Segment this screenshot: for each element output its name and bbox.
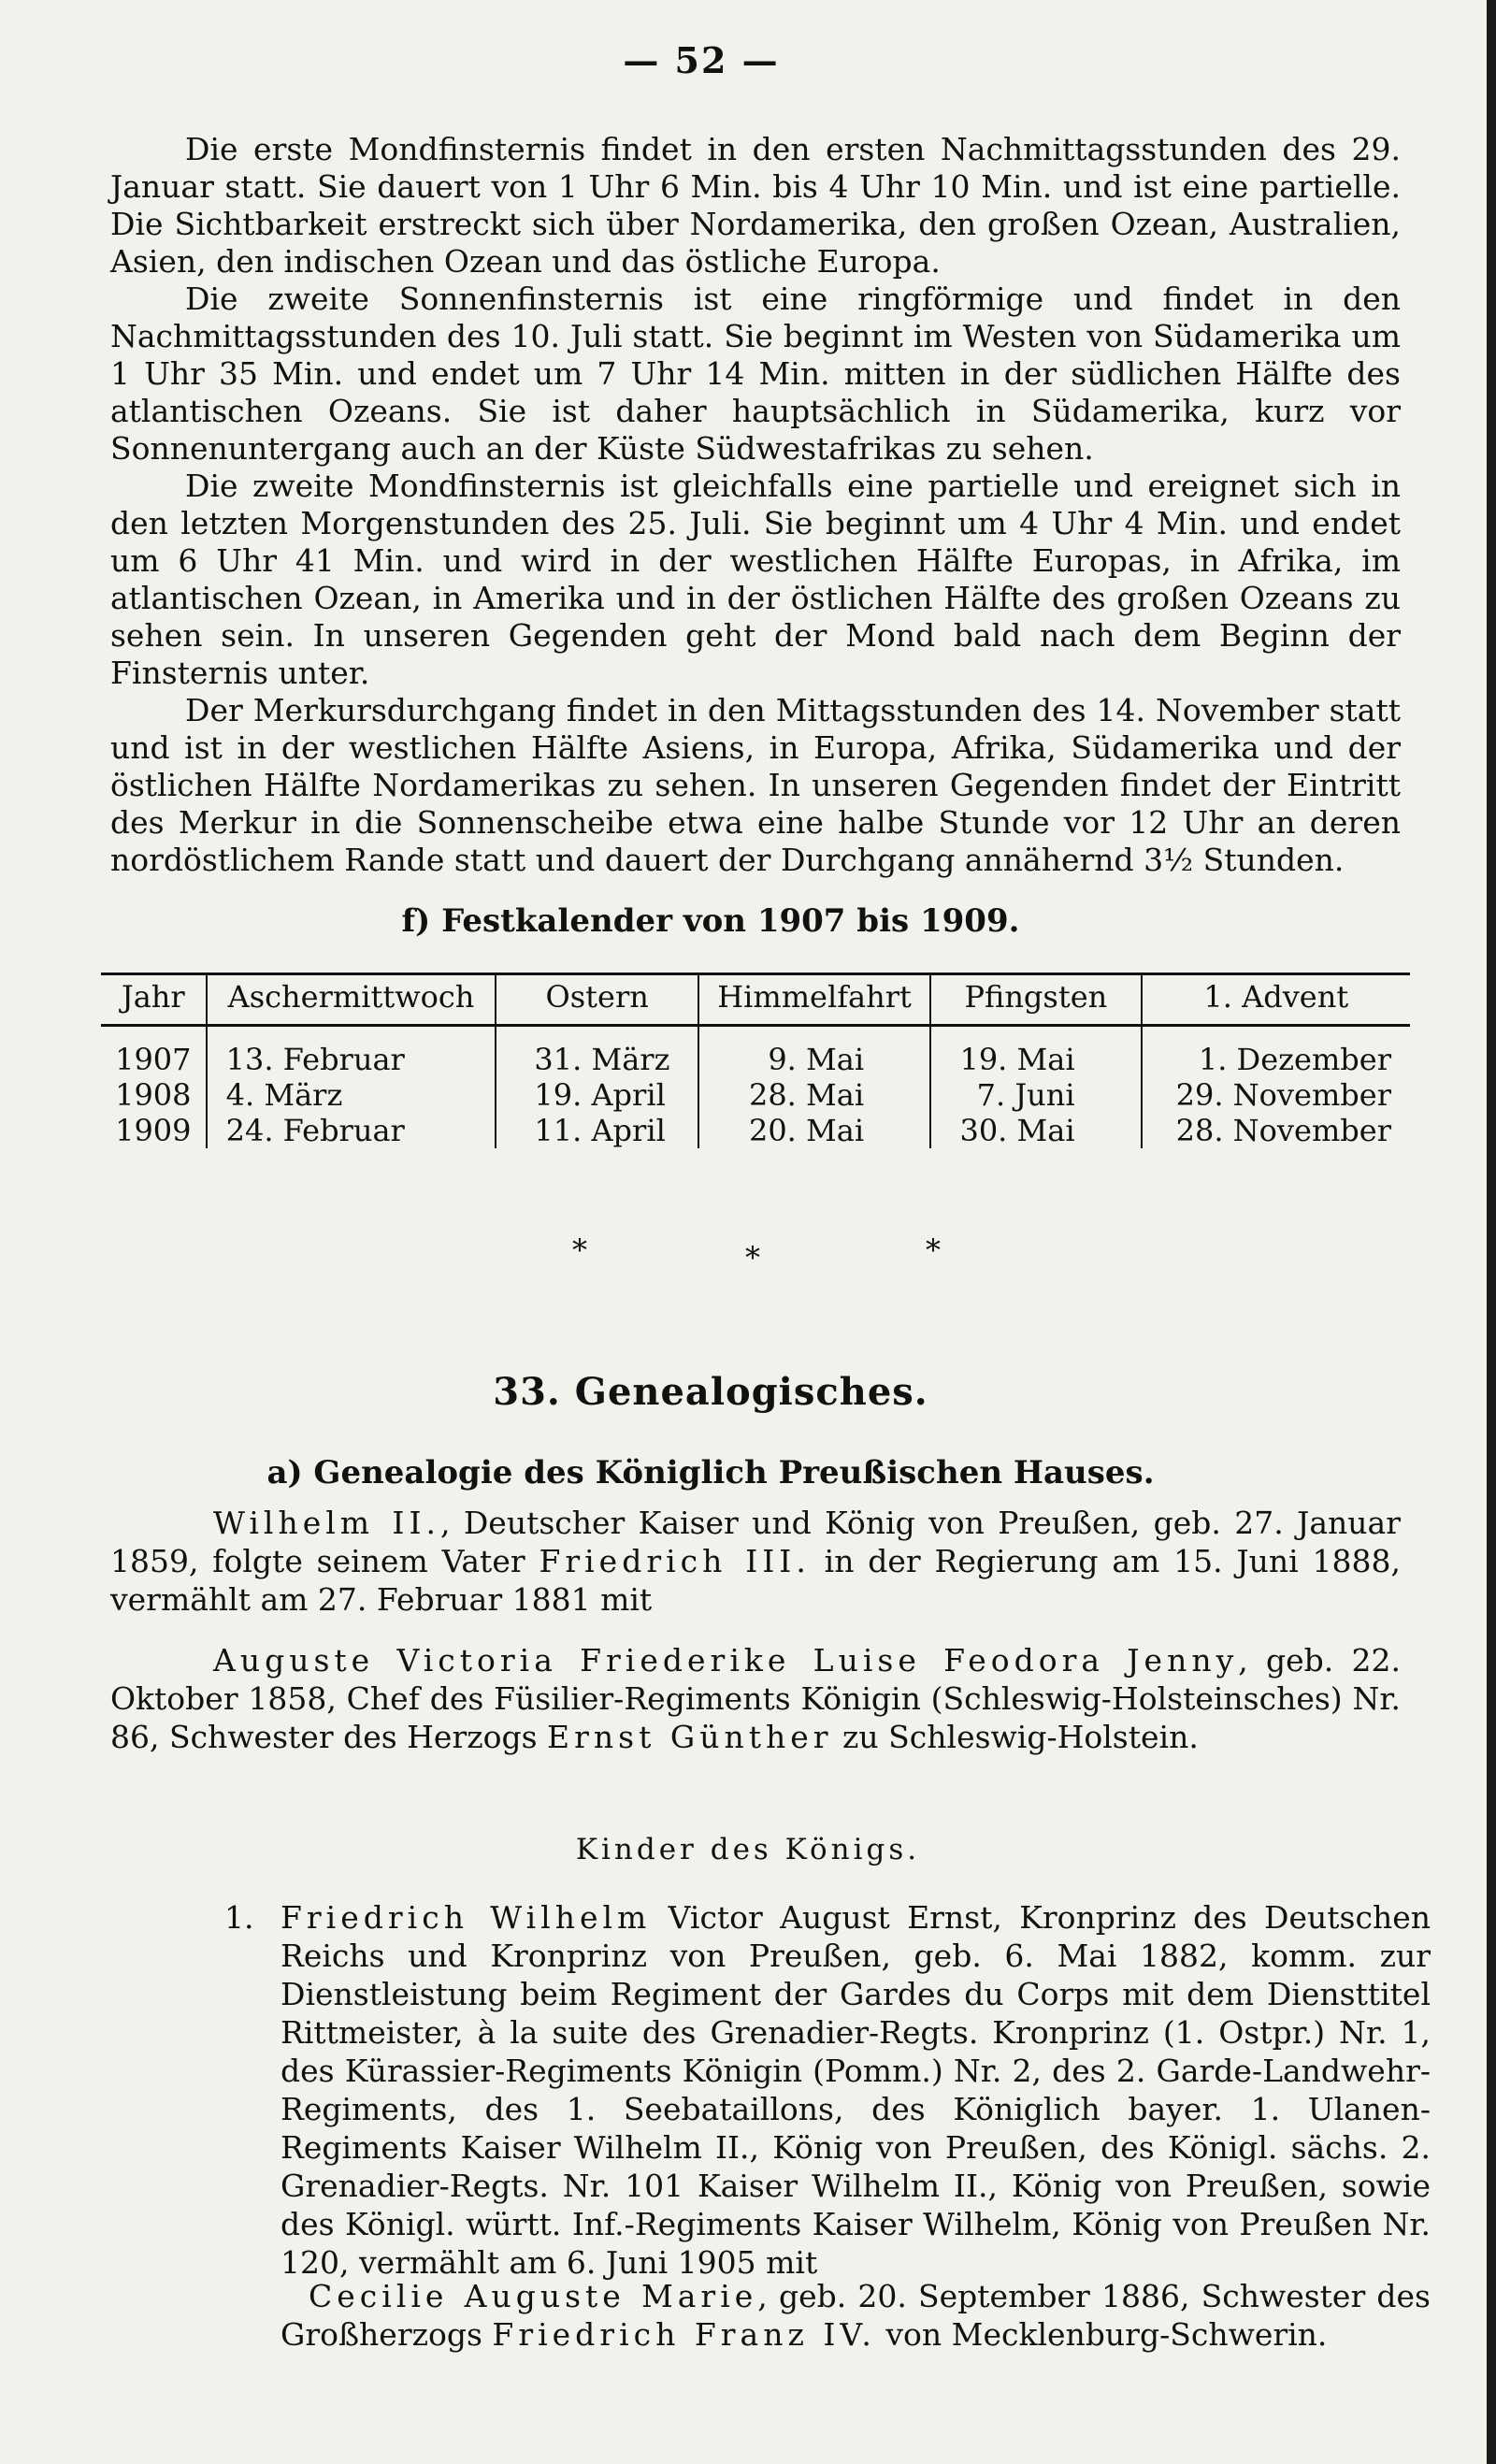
column-header: 1. Advent (1142, 974, 1410, 1026)
table-cell: 1909 (115, 1113, 192, 1148)
table-cell: 11. April (496, 1113, 698, 1148)
kaiser-name: Wilhelm II. (213, 1505, 440, 1541)
chapter-title: 33. Genealogisches. (493, 1370, 928, 1414)
child-number: 1. (224, 1899, 254, 1936)
child-entry: Friedrich Wilhelm Victor August Ernst, Kronprinz des Deutschen Reichs und Kronprinz von Preußen, geb. 6. Mai 1882, komm. zur Dienstleistung beim Regiment der Gardes du Corps mit dem Diensttitel Rittmeister, à la suite des Grenadier-Regts. Kronprinz (1. Ostpr.) Nr. 1, des Kürassier-Regiments Königin (Pomm.) Nr. 2, des 2. Garde-Landwehr-Regiments, des 1. Seebataillons, des Königlich bayer. 1. Ulanen-Regiments Kaiser Wilhelm II., König von Preußen, des Königl. sächs. 2. Grenadier-Regts. Nr. 101 Kaiser Wilhelm II., König von Preußen, sowie des Königl. württ. Inf.-Regiments Kaiser Wilhelm, König von Preußen Nr. 120, vermählt am 6. Juni 1905 mit (280, 1899, 1431, 2281)
page-number: — 52 — (623, 39, 780, 81)
table-cell: 28. November (1142, 1113, 1410, 1148)
table-row (101, 1077, 1410, 1113)
column-header: Jahr (101, 974, 207, 1026)
empress-name: Auguste Victoria Friederike Luise Feodora Jenny (213, 1642, 1239, 1679)
festkalender-table (101, 973, 1410, 1148)
column-header: Himmelfahrt (698, 974, 930, 1026)
table-header-row (101, 974, 1410, 1026)
column-header: Ostern (496, 974, 698, 1026)
table-cell: 19. Mai (930, 1026, 1142, 1078)
table-cell: 4. März (207, 1077, 496, 1113)
table-cell: 19. April (496, 1077, 698, 1113)
genealogy-title: a) Genealogie des Königlich Preußischen Hauses. (266, 1454, 1155, 1491)
paragraph-first-lunar-eclipse: Die erste Mondfinsternis findet in den ersten Nachmittagsstunden des 29. Januar statt. Sie dauert von 1 Uhr 6 Min. bis 4 Uhr 10 Min. und ist eine partielle. Die Sichtbarkeit erstreckt sich über Nordamerika, den großen Ozean, Australien, Asien, den indischen Ozean und das östliche Europa. (110, 131, 1401, 280)
table-cell: 1907 (115, 1042, 192, 1077)
child-spouse-entry: Cecilie Auguste Marie, geb. 20. September 1886, Schwester des Großherzogs Friedrich Franz IV. von Mecklenburg-Schwerin. (280, 2278, 1431, 2353)
child-name: Friedrich Wilhelm (280, 1899, 652, 1936)
table-cell: 24. Februar (207, 1113, 496, 1148)
table-cell: 7. Juni (930, 1077, 1142, 1113)
table-cell: 1. Dezember (1142, 1026, 1410, 1078)
column-header: Aschermittwoch (207, 974, 496, 1026)
asterisk: * (745, 1240, 760, 1275)
asterisk: * (572, 1232, 587, 1268)
spouse-brother-name: Friedrich Franz IV. (492, 2316, 876, 2353)
empress-entry: Auguste Victoria Friederike Luise Feodora Jenny, geb. 22. Oktober 1858, Chef des Füsilier-Regiments Königin (Schleswig-Holsteinsches) Nr. 86, Schwester des Herzogs Ernst Günther zu Schleswig-Holstein. (110, 1642, 1402, 1755)
table-row (101, 1113, 1410, 1148)
children-heading: Kinder des Königs. (575, 1833, 921, 1866)
eclipse-section (110, 131, 1401, 879)
section-separator (0, 1232, 1496, 1275)
table-cell: 28. Mai (698, 1077, 930, 1113)
table-cell: 13. Februar (207, 1026, 496, 1078)
kaiser-entry: Wilhelm II., Deutscher Kaiser und König von Preußen, geb. 27. Januar 1859, folgte seinem Vater Friedrich III. in der Regierung am 15. Juni 1888, vermählt am 27. Februar 1881 mit (110, 1505, 1402, 1618)
table-cell: 1908 (115, 1077, 192, 1113)
asterisk: * (926, 1232, 941, 1268)
table-cell: 20. Mai (698, 1113, 930, 1148)
table-cell: 30. Mai (930, 1113, 1142, 1148)
paragraph-second-lunar-eclipse: Die zweite Mondfinsternis ist gleichfalls eine partielle und ereignet sich in den letzten Morgenstunden des 25. Juli. Sie beginnt um 4 Uhr 4 Min. und endet um 6 Uhr 41 Min. und wird in der westlichen Hälfte Europas, in Afrika, im atlantischen Ozean, in Amerika und in der östlichen Hälfte des großen Ozeans zu sehen sein. In unseren Gegenden geht der Mond bald nach dem Beginn der Finsternis unter. (110, 468, 1401, 691)
table-cell: 31. März (496, 1026, 698, 1078)
column-header: Pfingsten (930, 974, 1142, 1026)
table-row (101, 1026, 1410, 1078)
table-cell: 9. Mai (698, 1026, 930, 1078)
festkalender-title: f) Festkalender von 1907 bis 1909. (401, 902, 1020, 940)
spouse-name: Cecilie Auguste Marie (309, 2278, 758, 2314)
paragraph-mercury-transit: Der Merkursdurchgang findet in den Mittagsstunden des 14. November statt und ist in der westlichen Hälfte Asiens, in Europa, Afrika, Südamerika und der östlichen Hälfte Nordamerikas zu sehen. In unseren Gegenden findet der Eintritt des Merkur in die Sonnenscheibe etwa eine halbe Stunde vor 12 Uhr an deren nordöstlichem Rande statt und dauert der Durchgang annähernd 3½ Stunden. (110, 692, 1401, 878)
father-name: Friedrich III. (539, 1543, 811, 1579)
brother-name: Ernst Günther (547, 1719, 833, 1755)
paragraph-second-solar-eclipse: Die zweite Sonnenfinsternis ist eine ringförmige und findet in den Nachmittagsstunden des 10. Juli statt. Sie beginnt im Westen von Südamerika um 1 Uhr 35 Min. und endet um 7 Uhr 14 Min. mitten in der südlichen Hälfte des atlantischen Ozeans. Sie ist daher hauptsächlich in Südamerika, kurz vor Sonnenuntergang auch an der Küste Südwestafrikas zu sehen. (110, 281, 1401, 467)
table-cell: 29. November (1142, 1077, 1410, 1113)
